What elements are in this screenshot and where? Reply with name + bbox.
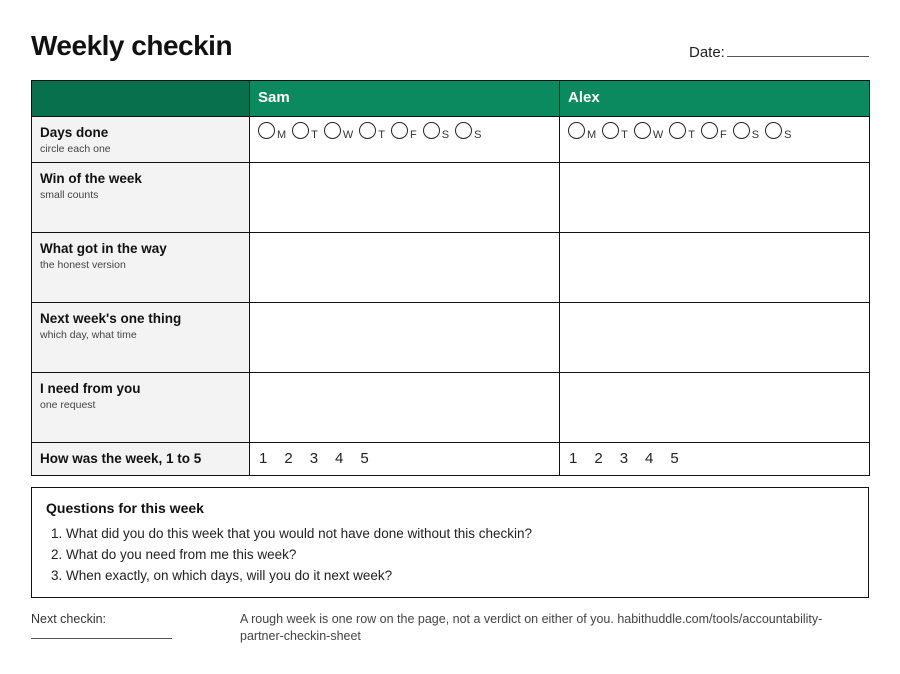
row-days-done	[32, 117, 870, 163]
date-field	[689, 44, 869, 64]
circle-icon[interactable]	[423, 122, 440, 139]
write-cell-sam[interactable]	[250, 303, 560, 373]
day-item[interactable]	[359, 122, 385, 141]
circle-icon[interactable]	[669, 122, 686, 139]
circle-icon[interactable]	[324, 122, 341, 139]
date-label: Date:	[689, 44, 725, 61]
rating-option[interactable]: 2	[284, 450, 293, 467]
circle-icon[interactable]	[701, 122, 718, 139]
footer-note: A rough week is one row on the page, not a verdict on either of you. habithuddle.com/tools/accountability-partner-checkin-sheet	[240, 612, 823, 643]
next-checkin-label: Next checkin:	[31, 612, 107, 626]
row-label: Next week's one thing	[40, 311, 182, 326]
row-next-thing	[32, 303, 870, 373]
row-label-cell	[32, 373, 250, 443]
day-item[interactable]	[765, 122, 791, 141]
day-item[interactable]	[455, 122, 481, 141]
header-row	[32, 81, 870, 117]
row-label: What got in the way	[40, 241, 167, 256]
circle-icon[interactable]	[258, 122, 275, 139]
circle-icon[interactable]	[568, 122, 585, 139]
row-obstacle	[32, 233, 870, 303]
row-sublabel: the honest version	[40, 259, 126, 271]
day-item[interactable]	[292, 122, 318, 141]
day-letter: T	[621, 129, 628, 141]
day-item[interactable]	[423, 122, 449, 141]
day-letter: M	[277, 129, 287, 141]
question-item: 1. What did you do this week that you would not have done without this checkin?	[66, 523, 854, 544]
row-label-cell	[32, 117, 250, 163]
page-title: Weekly checkin	[31, 30, 233, 61]
day-letter: F	[410, 129, 417, 141]
rating-option[interactable]: 1	[569, 450, 578, 467]
day-letter: S	[751, 129, 760, 141]
write-cell-sam[interactable]	[250, 373, 560, 443]
day-letter: M	[587, 129, 597, 141]
row-label-cell	[32, 163, 250, 233]
rating-option[interactable]: 4	[335, 450, 344, 467]
day-circles-alex	[560, 117, 869, 141]
write-cell-alex[interactable]	[560, 303, 870, 373]
day-letter: W	[652, 129, 664, 141]
day-letter: T	[378, 129, 386, 141]
questions-box	[31, 487, 869, 598]
row-label-cell	[32, 233, 250, 303]
question-item: 2. What do you need from me this week?	[66, 544, 854, 565]
day-letter: W	[342, 129, 354, 141]
question-item: 3. When exactly, on which days, will you do it next week?	[66, 565, 854, 586]
column-header-sam: Sam	[250, 81, 560, 117]
day-letter: S	[474, 129, 482, 141]
day-item[interactable]	[258, 122, 286, 141]
write-cell-alex[interactable]	[560, 163, 870, 233]
day-item[interactable]	[568, 122, 596, 141]
day-letter: T	[688, 129, 696, 141]
write-cell-alex[interactable]	[560, 233, 870, 303]
day-letter: S	[441, 129, 450, 141]
row-label-cell	[32, 443, 250, 476]
row-label: How was the week, 1 to 5	[40, 451, 202, 466]
day-item[interactable]	[634, 122, 663, 141]
day-item[interactable]	[324, 122, 353, 141]
day-item[interactable]	[733, 122, 759, 141]
circle-icon[interactable]	[391, 122, 408, 139]
rating-option[interactable]: 4	[645, 450, 654, 467]
row-rating	[32, 443, 870, 476]
write-cell-alex[interactable]	[560, 373, 870, 443]
circle-icon[interactable]	[765, 122, 782, 139]
rating-scale-alex	[560, 443, 869, 467]
row-sublabel: small counts	[40, 189, 99, 201]
rating-option[interactable]: 2	[594, 450, 603, 467]
day-item[interactable]	[602, 122, 628, 141]
row-sublabel: which day, what time	[40, 329, 137, 341]
rating-option[interactable]: 5	[670, 450, 679, 467]
row-label-cell	[32, 303, 250, 373]
write-cell-sam[interactable]	[250, 163, 560, 233]
rating-option[interactable]: 5	[360, 450, 369, 467]
corner-cell	[32, 81, 250, 117]
circle-icon[interactable]	[455, 122, 472, 139]
checkin-table	[31, 80, 870, 476]
row-need	[32, 373, 870, 443]
row-label: Win of the week	[40, 171, 142, 186]
circle-icon[interactable]	[292, 122, 309, 139]
rating-cell-alex	[560, 443, 870, 476]
row-sublabel: one request	[40, 399, 96, 411]
rating-scale-sam	[250, 443, 559, 467]
circle-icon[interactable]	[733, 122, 750, 139]
row-label: I need from you	[40, 381, 141, 396]
day-item[interactable]	[391, 122, 417, 141]
column-header-alex: Alex	[560, 81, 870, 117]
rating-cell-sam	[250, 443, 560, 476]
row-label: Days done	[40, 125, 109, 140]
day-letter: F	[720, 129, 727, 141]
date-line	[727, 56, 869, 57]
circle-icon[interactable]	[634, 122, 651, 139]
rating-option[interactable]: 3	[619, 450, 629, 467]
day-circles-sam	[250, 117, 559, 141]
questions-list	[46, 523, 854, 586]
day-letter: T	[311, 129, 318, 141]
day-letter: S	[784, 129, 792, 141]
day-item[interactable]	[701, 122, 727, 141]
day-item[interactable]	[669, 122, 695, 141]
rating-option[interactable]: 3	[309, 450, 319, 467]
rating-option[interactable]: 1	[259, 450, 268, 467]
questions-title: Questions for this week	[46, 500, 204, 516]
circle-icon[interactable]	[602, 122, 619, 139]
days-cell-alex	[560, 117, 870, 163]
row-win	[32, 163, 870, 233]
row-sublabel: circle each one	[40, 143, 111, 155]
write-cell-sam[interactable]	[250, 233, 560, 303]
days-cell-sam	[250, 117, 560, 163]
next-checkin-line	[31, 638, 172, 639]
circle-icon[interactable]	[359, 122, 376, 139]
